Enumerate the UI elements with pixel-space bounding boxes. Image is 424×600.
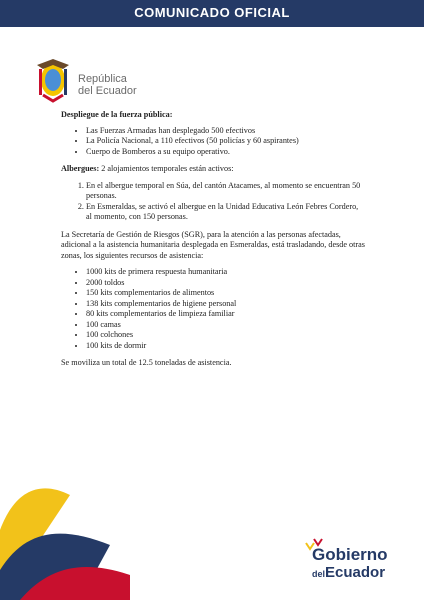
section2-intro-paragraph bbox=[61, 164, 366, 175]
section3-paragraph: La Secretaría de Gestión de Riesgos (SGR), para la atención a las personas afectadas, adicional a la asistencia humanitaria desplegada en Esmeraldas, está trasladando, desde otras zonas, los siguientes recursos de asistencia: bbox=[61, 229, 365, 260]
section3-list bbox=[61, 267, 366, 351]
decorative-footer-shape bbox=[0, 470, 130, 600]
section3-closing: Se moviliza un total de 12.5 toneladas de asistencia. bbox=[61, 358, 232, 367]
list-item: • 150 kits complementarios de alimentos bbox=[86, 288, 366, 299]
header-title: COMUNICADO OFICIAL bbox=[134, 5, 290, 20]
logo-text-line1: República bbox=[78, 73, 127, 85]
list-item: • 100 kits de dormir bbox=[86, 341, 366, 352]
list-item: 2. En Esmeraldas, se activó el albergue en la Unidad Educativa León Febres Cordero, al momento, con 150 personas. bbox=[86, 202, 366, 223]
footer-brand-line1: Gobierno bbox=[312, 545, 388, 564]
footer-brand-del: del bbox=[312, 569, 326, 579]
document-body bbox=[61, 110, 366, 375]
list-item: • La Policía Nacional, a 110 efectivos (50 policías y 60 aspirantes) bbox=[86, 136, 366, 147]
list-item: • Las Fuerzas Armadas han desplegado 500 efectivos bbox=[86, 126, 366, 137]
list-item: • 100 colchones bbox=[86, 330, 366, 341]
list-item: • 138 kits complementarios de higiene personal bbox=[86, 299, 366, 310]
list-item: • 100 camas bbox=[86, 320, 366, 331]
logo-text-line2: del Ecuador bbox=[78, 85, 137, 97]
footer-brand-line2 bbox=[312, 564, 385, 581]
list-item: 1. En el albergue temporal en Súa, del cantón Atacames, al momento se encuentran 50 personas. bbox=[86, 181, 366, 202]
list-item: • 2000 toldos bbox=[86, 278, 366, 289]
list-item: • 80 kits complementarios de limpieza familiar bbox=[86, 309, 366, 320]
section2-intro: 2 alojamientos temporales están activos: bbox=[99, 164, 234, 173]
section1-list bbox=[61, 126, 366, 158]
section2-title: Albergues: bbox=[61, 164, 100, 173]
section1-title: Despliegue de la fuerza pública: bbox=[61, 110, 173, 119]
list-item: • 1000 kits de primera respuesta humanitaria bbox=[86, 267, 366, 278]
list-item: • Cuerpo de Bomberos a su equipo operativo. bbox=[86, 147, 366, 158]
section2-list bbox=[61, 181, 366, 223]
footer-brand-ecuador: Ecuador bbox=[325, 564, 386, 581]
